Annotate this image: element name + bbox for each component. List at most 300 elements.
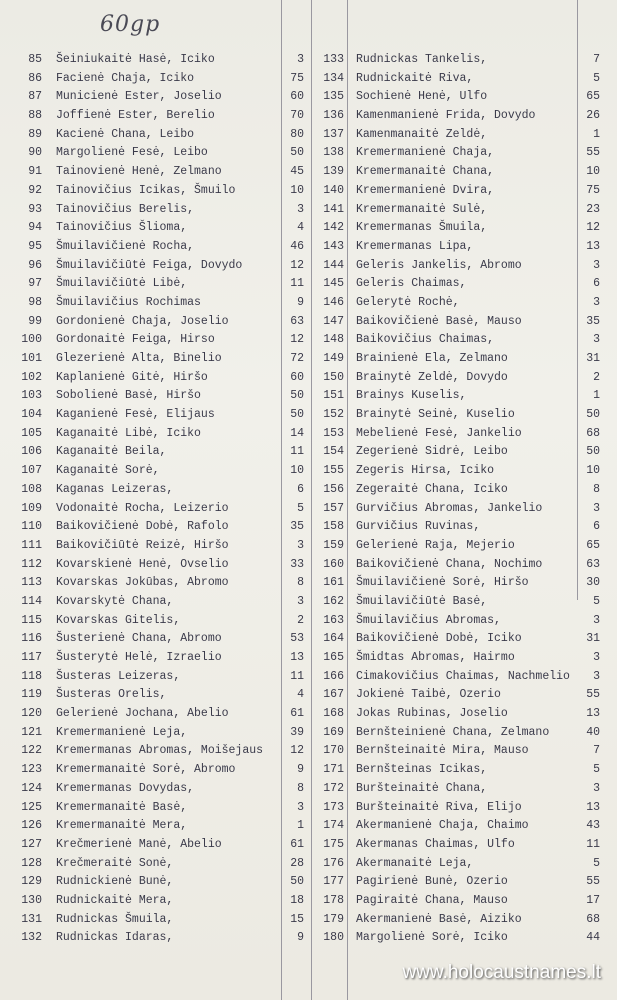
left-entry-number: 92 (28, 183, 42, 197)
left-entry-age: 45 (290, 165, 304, 179)
right-entry-number: 157 (323, 501, 344, 515)
record-row (0, 668, 617, 687)
left-entry-number: 131 (21, 912, 42, 926)
left-entry-number: 102 (21, 370, 42, 384)
left-entry-number: 107 (21, 464, 42, 478)
right-entry-name: Pagirienė Bunė, Ozerio (356, 875, 508, 889)
right-entry-name: Rudnickas Tankelis, (356, 53, 488, 66)
record-row (0, 462, 617, 481)
left-entry-name: Sobolienė Basė, Hiršo (56, 389, 201, 403)
left-entry-number: 124 (21, 781, 42, 795)
left-entry-name: Baikovičienė Dobė, Rafolo (56, 520, 229, 534)
right-entry-age: 1 (593, 127, 600, 141)
left-entry-number: 117 (21, 651, 42, 664)
left-entry-age: 72 (290, 352, 304, 365)
left-entry-name: Kovarskienė Henė, Ovselio (56, 557, 229, 571)
left-entry-name: Rudnickaitė Mera, (56, 893, 174, 907)
record-row (0, 817, 617, 836)
left-entry-number: 103 (21, 389, 42, 403)
record-row (0, 387, 617, 406)
left-entry-number: 127 (21, 837, 42, 851)
record-row (0, 163, 617, 182)
left-entry-age: 6 (297, 482, 304, 496)
right-entry-age: 13 (586, 707, 600, 721)
right-entry-number: 134 (323, 71, 344, 85)
left-entry-number: 112 (21, 557, 42, 571)
record-row (0, 556, 617, 575)
right-entry-age: 3 (593, 781, 600, 795)
left-entry-name: Vodonaitė Rocha, Leizerio (56, 501, 229, 515)
left-entry-number: 94 (28, 221, 42, 235)
left-entry-age: 11 (290, 277, 304, 291)
left-entry-name: Municienė Ester, Joselio (56, 90, 222, 104)
record-row (0, 892, 617, 911)
record-row (0, 107, 617, 126)
right-entry-age: 43 (586, 819, 600, 833)
left-entry-number: 89 (28, 127, 42, 141)
left-entry-age: 3 (297, 800, 304, 814)
right-entry-number: 170 (323, 744, 344, 758)
left-entry-number: 119 (21, 688, 42, 702)
left-entry-number: 118 (21, 669, 42, 683)
right-entry-name: Šmuilavičius Abromas, (356, 613, 501, 627)
left-entry-age: 63 (290, 314, 304, 328)
right-entry-name: Brainytė Seinė, Kuselio (356, 408, 515, 422)
right-entry-age: 3 (593, 613, 600, 627)
right-entry-name: Gelerytė Rochė, (356, 295, 460, 309)
left-entry-name: Šusterytė Helė, Izraelio (56, 651, 222, 664)
right-entry-name: Šmuilavičiūtė Basė, (356, 594, 488, 608)
right-entry-age: 3 (593, 651, 600, 664)
left-entry-name: Glezerienė Alta, Binelio (56, 352, 222, 365)
right-entry-number: 180 (323, 931, 344, 945)
record-row (0, 612, 617, 631)
record-row (0, 144, 617, 163)
left-entry-number: 90 (28, 146, 42, 160)
left-entry-name: Šusteras Leizeras, (56, 669, 181, 683)
right-entry-age: 5 (593, 594, 600, 608)
right-entry-age: 31 (586, 632, 600, 646)
right-entry-number: 150 (323, 370, 344, 384)
right-entry-name: Brainytė Zeldė, Dovydo (356, 370, 508, 384)
right-entry-number: 164 (323, 632, 344, 646)
right-entry-number: 149 (323, 352, 344, 365)
right-entry-number: 156 (323, 482, 344, 496)
left-entry-name: Kremermanaitė Mera, (56, 819, 188, 833)
left-entry-name: Kaganas Leizeras, (56, 482, 174, 496)
left-entry-number: 128 (21, 856, 42, 870)
left-entry-age: 39 (290, 725, 304, 739)
left-entry-number: 115 (21, 613, 42, 627)
record-row (0, 630, 617, 649)
record-row (0, 481, 617, 500)
right-entry-age: 8 (593, 482, 600, 496)
left-entry-name: Šeiniukaitė Hasė, Iciko (56, 53, 215, 66)
right-entry-name: Baikovičienė Dobė, Iciko (356, 632, 522, 646)
record-row (0, 331, 617, 350)
right-entry-name: Gurvičius Ruvinas, (356, 520, 481, 534)
right-entry-age: 55 (586, 875, 600, 889)
left-entry-age: 60 (290, 90, 304, 104)
left-entry-age: 3 (297, 53, 304, 66)
right-entry-number: 138 (323, 146, 344, 160)
right-entry-age: 68 (586, 912, 600, 926)
right-entry-number: 145 (323, 277, 344, 291)
right-entry-name: Zegeraitė Chana, Iciko (356, 482, 508, 496)
right-entry-name: Baikovičienė Basė, Mauso (356, 314, 522, 328)
record-row (0, 219, 617, 238)
right-entry-number: 146 (323, 295, 344, 309)
right-entry-number: 174 (323, 819, 344, 833)
left-entry-number: 132 (21, 931, 42, 945)
right-entry-age: 5 (593, 71, 600, 85)
left-entry-age: 28 (290, 856, 304, 870)
left-entry-name: Kremermanaitė Sorė, Abromo (56, 763, 236, 777)
record-row (0, 911, 617, 930)
right-entry-age: 10 (586, 165, 600, 179)
right-entry-age: 65 (586, 90, 600, 104)
record-row (0, 873, 617, 892)
right-entry-age: 30 (586, 576, 600, 590)
right-entry-age: 1 (593, 389, 600, 403)
left-entry-name: Šusteras Orelis, (56, 688, 167, 702)
right-entry-age: 6 (593, 277, 600, 291)
left-entry-age: 5 (297, 501, 304, 515)
record-row (0, 724, 617, 743)
left-entry-number: 125 (21, 800, 42, 814)
right-entry-name: Jokas Rubinas, Joselio (356, 707, 508, 721)
right-entry-number: 177 (323, 875, 344, 889)
left-entry-number: 122 (21, 744, 42, 758)
right-entry-number: 154 (323, 445, 344, 459)
right-entry-age: 5 (593, 856, 600, 870)
left-entry-name: Kovarskas Jokūbas, Abromo (56, 576, 229, 590)
left-entry-number: 96 (28, 258, 42, 272)
right-entry-name: Zegerienė Sidrė, Leibo (356, 445, 508, 459)
left-entry-age: 14 (290, 426, 304, 440)
right-entry-name: Geleris Jankelis, Abromo (356, 258, 522, 272)
right-entry-number: 136 (323, 109, 344, 123)
left-entry-number: 113 (21, 576, 42, 590)
left-entry-name: Gordonienė Chaja, Joselio (56, 314, 229, 328)
left-entry-number: 105 (21, 426, 42, 440)
right-entry-name: Bernšteinaitė Mira, Mauso (356, 744, 529, 758)
left-entry-name: Facienė Chaja, Iciko (56, 71, 195, 85)
right-entry-age: 13 (586, 239, 600, 253)
right-entry-number: 172 (323, 781, 344, 795)
left-entry-age: 12 (290, 744, 304, 758)
right-entry-age: 5 (593, 763, 600, 777)
left-entry-number: 129 (21, 875, 42, 889)
left-entry-name: Baikovičiūtė Reizė, Hiršo (56, 538, 229, 552)
right-entry-age: 7 (593, 744, 600, 758)
left-entry-age: 61 (290, 837, 304, 851)
left-entry-name: Kremermanaitė Basė, (56, 800, 188, 814)
right-entry-age: 68 (586, 426, 600, 440)
left-entry-number: 104 (21, 408, 42, 422)
right-entry-age: 65 (586, 538, 600, 552)
left-entry-name: Kremermanienė Leja, (56, 725, 188, 739)
left-entry-name: Rudnickienė Bunė, (56, 875, 174, 889)
record-row (0, 238, 617, 257)
right-entry-number: 151 (323, 389, 344, 403)
left-entry-name: Rudnickas Idaras, (56, 931, 174, 945)
right-entry-name: Kremermanas Lipa, (356, 239, 474, 253)
right-entry-name: Gurvičius Abromas, Jankelio (356, 501, 543, 515)
left-entry-number: 106 (21, 445, 42, 459)
record-list (0, 51, 617, 948)
record-row (0, 369, 617, 388)
left-entry-age: 3 (297, 202, 304, 216)
right-entry-name: Bernšteinas Icikas, (356, 763, 488, 777)
right-entry-number: 135 (323, 90, 344, 104)
right-entry-name: Akermanaitė Leja, (356, 856, 474, 870)
left-entry-age: 2 (297, 613, 304, 627)
right-entry-number: 141 (323, 202, 344, 216)
right-entry-name: Buršteinaitė Chana, (356, 781, 488, 795)
right-entry-age: 44 (586, 931, 600, 945)
left-entry-age: 13 (290, 651, 304, 664)
right-entry-age: 10 (586, 464, 600, 478)
right-entry-name: Margolienė Sorė, Iciko (356, 931, 508, 945)
right-entry-number: 133 (323, 53, 344, 66)
right-entry-name: Kamenmanaitė Zeldė, (356, 127, 488, 141)
right-entry-number: 175 (323, 837, 344, 851)
right-entry-age: 3 (593, 333, 600, 347)
left-entry-number: 109 (21, 501, 42, 515)
right-entry-number: 163 (323, 613, 344, 627)
left-entry-name: Tainovičius Šlioma, (56, 221, 188, 235)
left-entry-age: 61 (290, 707, 304, 721)
left-entry-age: 10 (290, 464, 304, 478)
record-row (0, 593, 617, 612)
record-row (0, 742, 617, 761)
left-entry-age: 50 (290, 146, 304, 160)
right-entry-number: 137 (323, 127, 344, 141)
record-row (0, 799, 617, 818)
right-entry-age: 75 (586, 183, 600, 197)
right-entry-age: 26 (586, 109, 600, 123)
right-entry-number: 166 (323, 669, 344, 683)
left-entry-age: 4 (297, 688, 304, 702)
right-entry-name: Kremermanaitė Sulė, (356, 202, 488, 216)
right-entry-number: 159 (323, 538, 344, 552)
left-entry-number: 99 (28, 314, 42, 328)
right-entry-name: Sochienė Henė, Ulfo (356, 90, 488, 104)
left-entry-name: Kaganaitė Sorė, (56, 464, 160, 478)
left-entry-age: 46 (290, 239, 304, 253)
record-row (0, 836, 617, 855)
right-entry-number: 176 (323, 856, 344, 870)
right-entry-name: Cimakovičius Chaimas, Nachmelio (356, 669, 570, 683)
record-row (0, 294, 617, 313)
record-row (0, 761, 617, 780)
record-row (0, 649, 617, 668)
right-entry-number: 171 (323, 763, 344, 777)
left-entry-number: 111 (21, 538, 42, 552)
right-entry-name: Akermanas Chaimas, Ulfo (356, 837, 515, 851)
right-entry-number: 147 (323, 314, 344, 328)
left-entry-age: 9 (297, 295, 304, 309)
left-entry-name: Tainovičius Berelis, (56, 202, 195, 216)
left-entry-number: 86 (28, 71, 42, 85)
right-entry-name: Rudnickaitė Riva, (356, 71, 474, 85)
left-entry-age: 10 (290, 183, 304, 197)
right-entry-age: 23 (586, 202, 600, 216)
right-entry-number: 155 (323, 464, 344, 478)
left-entry-number: 123 (21, 763, 42, 777)
left-entry-name: Joffienė Ester, Berelio (56, 109, 215, 123)
left-entry-number: 88 (28, 109, 42, 123)
record-row (0, 574, 617, 593)
left-entry-age: 15 (290, 912, 304, 926)
left-entry-number: 120 (21, 707, 42, 721)
right-entry-age: 55 (586, 146, 600, 160)
right-entry-number: 160 (323, 557, 344, 571)
right-entry-name: Mebelienė Fesė, Jankelio (356, 426, 522, 440)
right-entry-name: Brainienė Ela, Zelmano (356, 352, 508, 365)
right-entry-name: Jokienė Taibė, Ozerio (356, 688, 501, 702)
left-entry-number: 97 (28, 277, 42, 291)
left-entry-age: 60 (290, 370, 304, 384)
left-entry-number: 110 (21, 520, 42, 534)
left-entry-age: 9 (297, 763, 304, 777)
right-entry-age: 11 (586, 837, 600, 851)
right-entry-name: Kremermanienė Dvira, (356, 183, 495, 197)
record-row (0, 406, 617, 425)
left-entry-age: 75 (290, 71, 304, 85)
right-entry-number: 148 (323, 333, 344, 347)
left-entry-number: 101 (21, 352, 42, 365)
record-row (0, 780, 617, 799)
left-entry-name: Krečmerienė Manė, Abelio (56, 837, 222, 851)
right-entry-age: 12 (586, 221, 600, 235)
record-row (0, 705, 617, 724)
left-entry-name: Kaplanienė Gitė, Hiršo (56, 370, 208, 384)
record-row (0, 88, 617, 107)
right-entry-number: 169 (323, 725, 344, 739)
right-entry-number: 140 (323, 183, 344, 197)
left-entry-age: 18 (290, 893, 304, 907)
right-entry-age: 3 (593, 501, 600, 515)
right-entry-number: 165 (323, 651, 344, 664)
left-entry-name: Kaganaitė Libė, Iciko (56, 426, 201, 440)
left-entry-number: 108 (21, 482, 42, 496)
right-entry-name: Geleris Chaimas, (356, 277, 467, 291)
left-entry-name: Šmuilavičiūtė Feiga, Dovydo (56, 258, 243, 272)
left-entry-name: Kremermanas Abromas, Moišejaus (56, 744, 264, 758)
right-entry-number: 142 (323, 221, 344, 235)
left-entry-number: 91 (28, 165, 42, 179)
left-entry-age: 70 (290, 109, 304, 123)
left-entry-name: Šmuilavičius Rochimas (56, 295, 201, 309)
right-entry-age: 3 (593, 295, 600, 309)
right-entry-name: Baikovičius Chaimas, (356, 333, 495, 347)
left-entry-name: Kremermanas Dovydas, (56, 781, 195, 795)
left-entry-number: 126 (21, 819, 42, 833)
left-entry-name: Kovarskas Gitelis, (56, 613, 181, 627)
right-entry-name: Brainys Kuselis, (356, 389, 467, 403)
right-entry-name: Pagiraitė Chana, Mauso (356, 893, 508, 907)
right-entry-age: 35 (586, 314, 600, 328)
right-entry-name: Zegeris Hirsa, Iciko (356, 464, 495, 478)
left-entry-age: 50 (290, 875, 304, 889)
left-entry-age: 9 (297, 931, 304, 945)
left-entry-name: Šmuilavičienė Rocha, (56, 239, 195, 253)
right-entry-number: 178 (323, 893, 344, 907)
right-entry-age: 2 (593, 370, 600, 384)
left-entry-number: 93 (28, 202, 42, 216)
right-entry-age: 31 (586, 352, 600, 365)
right-entry-name: Bernšteinienė Chana, Zelmano (356, 725, 550, 739)
right-entry-number: 158 (323, 520, 344, 534)
right-entry-age: 40 (586, 725, 600, 739)
left-entry-name: Gordonaitė Feiga, Hirso (56, 333, 215, 347)
right-entry-age: 13 (586, 800, 600, 814)
left-entry-name: Krečmeraitė Sonė, (56, 856, 174, 870)
left-entry-number: 121 (21, 725, 42, 739)
right-entry-age: 7 (593, 53, 600, 66)
right-entry-number: 152 (323, 408, 344, 422)
right-entry-name: Buršteinaitė Riva, Elijo (356, 800, 522, 814)
right-entry-name: Akermanienė Basė, Aiziko (356, 912, 522, 926)
right-entry-age: 50 (586, 408, 600, 422)
record-row (0, 500, 617, 519)
right-entry-number: 168 (323, 707, 344, 721)
record-row (0, 425, 617, 444)
right-entry-number: 139 (323, 165, 344, 179)
right-entry-age: 50 (586, 445, 600, 459)
record-row (0, 855, 617, 874)
left-entry-name: Tainovičius Icikas, Šmuilo (56, 183, 236, 197)
watermark-url: www.holocaustnames.lt (402, 962, 601, 983)
right-entry-age: 17 (586, 893, 600, 907)
right-entry-age: 3 (593, 669, 600, 683)
left-entry-age: 12 (290, 333, 304, 347)
right-entry-name: Akermanienė Chaja, Chaimo (356, 819, 529, 833)
right-entry-name: Šmidtas Abromas, Hairmo (356, 651, 515, 664)
left-entry-name: Kaganaitė Beila, (56, 445, 167, 459)
record-row (0, 70, 617, 89)
right-entry-age: 63 (586, 557, 600, 571)
left-entry-age: 3 (297, 538, 304, 552)
left-entry-age: 50 (290, 389, 304, 403)
right-entry-name: Gelerienė Raja, Mejerio (356, 538, 515, 552)
right-entry-name: Kremermanaitė Chana, (356, 165, 495, 179)
record-row (0, 350, 617, 369)
right-entry-number: 167 (323, 688, 344, 702)
right-entry-age: 6 (593, 520, 600, 534)
left-entry-number: 116 (21, 632, 42, 646)
left-entry-age: 53 (290, 632, 304, 646)
left-entry-number: 87 (28, 90, 42, 104)
right-entry-number: 179 (323, 912, 344, 926)
record-row (0, 182, 617, 201)
right-entry-age: 3 (593, 258, 600, 272)
right-entry-name: Kremermanienė Chaja, (356, 146, 495, 160)
right-entry-number: 173 (323, 800, 344, 814)
left-entry-age: 8 (297, 576, 304, 590)
left-entry-name: Kaganienė Fesė, Elijaus (56, 408, 215, 422)
record-row (0, 313, 617, 332)
left-entry-age: 8 (297, 781, 304, 795)
record-row (0, 126, 617, 145)
handwritten-note: 60gp (100, 12, 161, 37)
left-entry-number: 98 (28, 295, 42, 309)
left-entry-number: 100 (21, 333, 42, 347)
left-entry-age: 35 (290, 520, 304, 534)
right-entry-number: 162 (323, 594, 344, 608)
